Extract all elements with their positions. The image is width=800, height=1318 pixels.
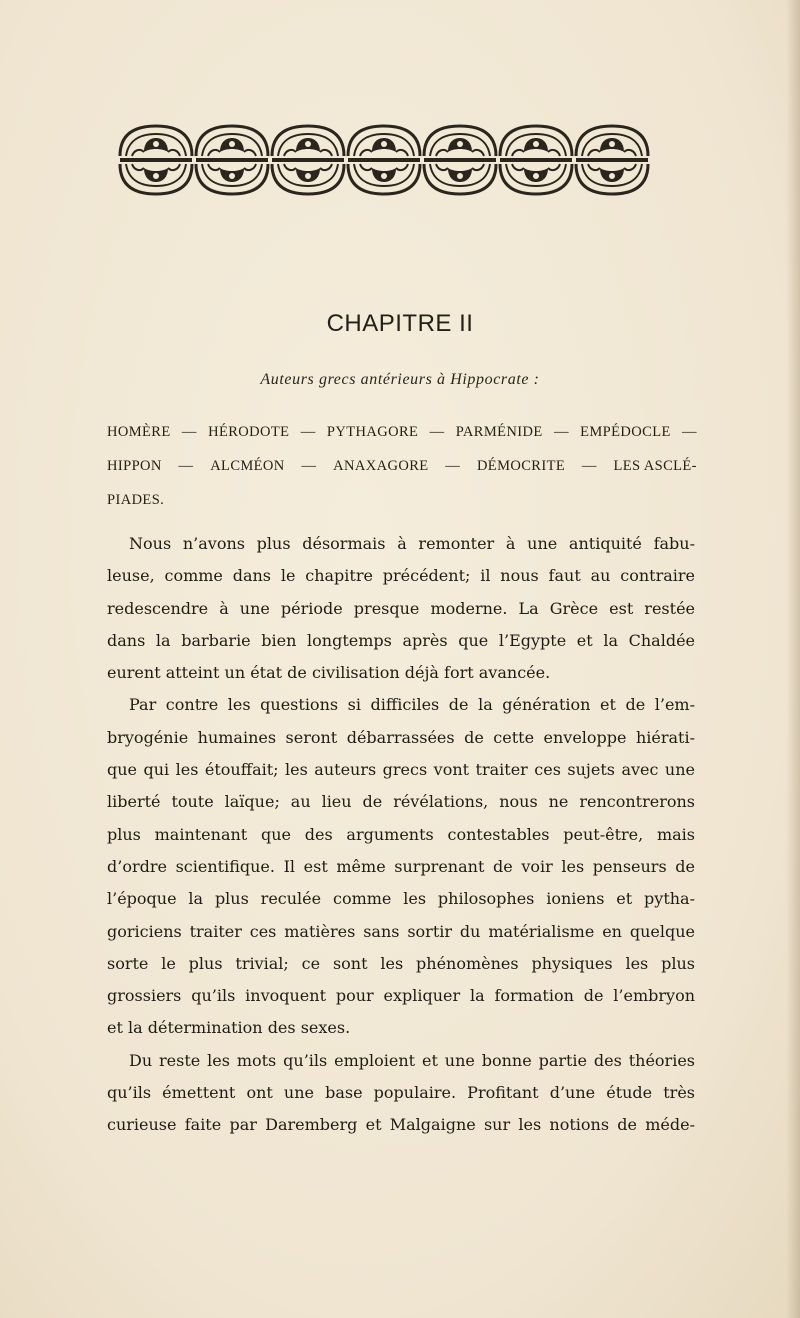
text-line: sorte le plus trivial; ce sont les phénomènes physiques les plus <box>107 953 695 973</box>
summary-item: ANAXAGORE <box>333 458 429 474</box>
text-line: leuse, comme dans le chapitre précédent; il nous faut au contraire <box>107 566 695 586</box>
body-text <box>107 528 695 1142</box>
summary-item: PIADES. <box>107 492 165 508</box>
text-line: Du reste les mots qu’ils emploient et une bonne partie des théories <box>129 1050 695 1070</box>
summary-item: HÉRODOTE <box>208 424 290 440</box>
chapter-title: CHAPITRE II <box>326 310 474 337</box>
text-line: et la détermination des sexes. <box>107 1018 351 1038</box>
summary-dash: — <box>181 424 197 440</box>
summary-dash: — <box>445 458 461 474</box>
summary-dash: — <box>581 458 597 474</box>
summary-item: ALCMÉON <box>210 458 285 474</box>
text-line: l’époque la plus reculée comme les philosophes ioniens et pytha- <box>107 889 695 909</box>
summary-item: DÉMOCRITE <box>476 458 566 474</box>
summary-dash: — <box>301 458 317 474</box>
text-line: Nous n’avons plus désormais à remonter à une antiquité fabu- <box>129 534 695 553</box>
summary-item: LES ASCLÉ- <box>613 458 697 474</box>
text-line: curieuse faite par Daremberg et Malgaigne sur les notions de méde- <box>107 1115 695 1135</box>
text-line: redescendre à une période presq​ue moderne. La Grèce est restée <box>107 598 695 618</box>
text-line: goriciens traiter ces matières sans sortir du matérialisme en quelque <box>107 921 695 941</box>
text-line: d’ordre scientifique. Il est même surprenant de voir les penseurs de <box>107 856 695 876</box>
summary-item: PARMÉNIDE <box>455 424 543 440</box>
text-line: dans la barbarie bien longtemps après que l’Egypte et la Chaldée <box>107 630 695 650</box>
summary-item: EMPÉDOCLE <box>580 424 671 440</box>
decorative-headpiece-ornament <box>118 122 652 198</box>
summary-line <box>107 458 697 492</box>
summary-line <box>107 424 697 458</box>
text-line: plus maintenant que des arguments contestables peut-être, mais <box>107 824 695 844</box>
summary-dash: — <box>682 424 697 440</box>
text-line: grossiers qu’ils invoquent pour expliquer la formation de l’embryon <box>107 986 695 1006</box>
text-line: eurent atteint un état de civilisation déjà fort avancée. <box>107 663 551 683</box>
summary-item: HIPPON <box>107 458 162 474</box>
summary-line <box>107 492 697 526</box>
chapter-summary <box>107 424 697 526</box>
summary-dash: — <box>553 424 569 440</box>
text-line: liberté toute laïque; au lieu de révélations, nous ne rencontrerons <box>107 792 695 812</box>
summary-dash: — <box>429 424 445 440</box>
page-edge-shadow <box>786 0 800 1318</box>
text-line: bryogénie humaines seront débarrassées de cette enveloppe hiérati- <box>107 727 695 747</box>
text-line: que qui les étouffait; les auteurs grecs vont traiter ces sujets avec une <box>107 760 695 780</box>
text-line: Par contre les questions si difficiles de la génération et de l’em- <box>129 695 695 715</box>
text-line: qu’ils émettent ont une base populaire. Profitant d’une étude très <box>107 1083 695 1103</box>
summary-item: PYTHAGORE <box>326 424 419 440</box>
summary-dash: — <box>300 424 316 440</box>
summary-dash: — <box>178 458 194 474</box>
summary-item: HOMÈRE <box>107 424 171 440</box>
chapter-subtitle: Auteurs grecs antérieurs à Hippocrate : <box>260 371 540 388</box>
